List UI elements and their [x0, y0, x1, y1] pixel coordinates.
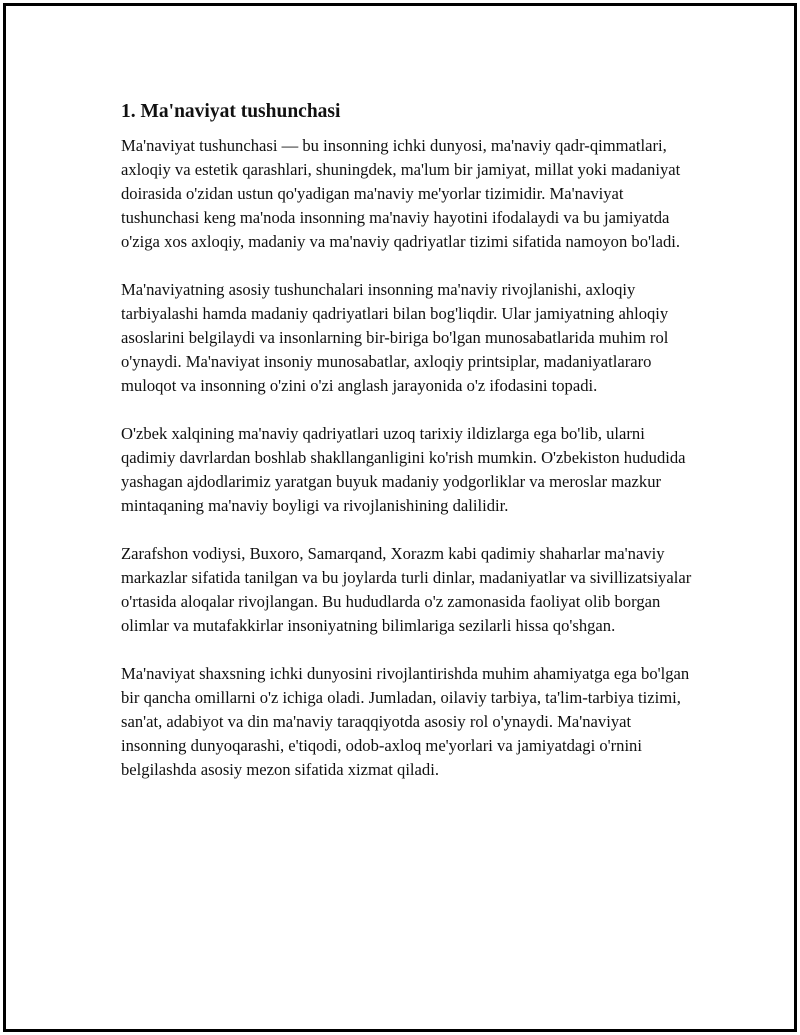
section-heading: 1. Ma'naviyat tushunchasi [121, 101, 341, 122]
paragraph-2: Ma'naviyatning asosiy tushunchalari insonning ma'naviy rivojlanishi, axloqiy tarbiyalashi hamda madaniy qadriyatlari bilan bog'liqdir. Ular jamiyatning ahloqiy asoslarini belgilaydi va insonlarning bir-biriga bo'lgan munosabatlarida muhim rol o'ynaydi. Ma'naviyat insoniy munosabatlar, axloqiy printsiplar, madaniyatlararo muloqot va insonning o'zini o'zi anglash jarayonida o'z ifodasini topadi. [121, 280, 669, 395]
paragraph-5: Ma'naviyat shaxsning ichki dunyosini rivojlantirishda muhim ahamiyatga ega bo'lgan bir qancha omillarni o'z ichiga oladi. Jumladan, oilaviy tarbiya, ta'lim-tarbiya tizimi, san'at, adabiyot va din ma'naviy taraqqiyotda asosiy rol o'ynaydi. Ma'naviyat insonning dunyoqarashi, e'tiqodi, odob-axloq me'yorlari va jamiyatdagi o'rnini belgilashda asosiy mezon sifatida xizmat qiladi. [121, 664, 690, 779]
paragraph-4: Zarafshon vodiysi, Buxoro, Samarqand, Xorazm kabi qadimiy shaharlar ma'naviy markazlar sifatida tanilgan va bu joylarda turli dinlar, madaniyatlar va sivillizatsiyalar o'rtasida aloqalar rivojlangan. Bu hududlarda o'z zamonasida faoliyat olib borgan olimlar va mutafakkirlar insoniyatning bilimlariga sezilarli hissa qo'shgan. [121, 544, 692, 635]
document-body [121, 100, 696, 806]
paragraph-3: O'zbek xalqining ma'naviy qadriyatlari uzoq tarixiy ildizlarga ega bo'lib, ularni qadimiy davrlardan boshlab shakllanganligini ko'rish mumkin. O'zbekiston hududida yashagan ajdodlarimiz yaratgan buyuk madaniy yodgorliklar va meroslar mazkur mintaqaning ma'naviy boyligi va rivojlanishining dalilidir. [121, 424, 686, 515]
paragraph-1: Ma'naviyat tushunchasi — bu insonning ichki dunyosi, ma'naviy qadr-qimmatlari, axloqiy va estetik qarashlari, shuningdek, ma'lum bir jamiyat, millat yoki madaniyat doirasida o'zidan ustun qo'yadigan ma'naviy me'yorlar tizimidir. Ma'naviyat tushunchasi keng ma'noda insonning ma'naviy hayotini ifodalaydi va bu jamiyatda o'ziga xos axloqiy, madaniy va ma'naviy qadriyatlar tizimi sifatida namoyon bo'ladi. [121, 136, 681, 251]
page-frame [3, 3, 797, 1032]
